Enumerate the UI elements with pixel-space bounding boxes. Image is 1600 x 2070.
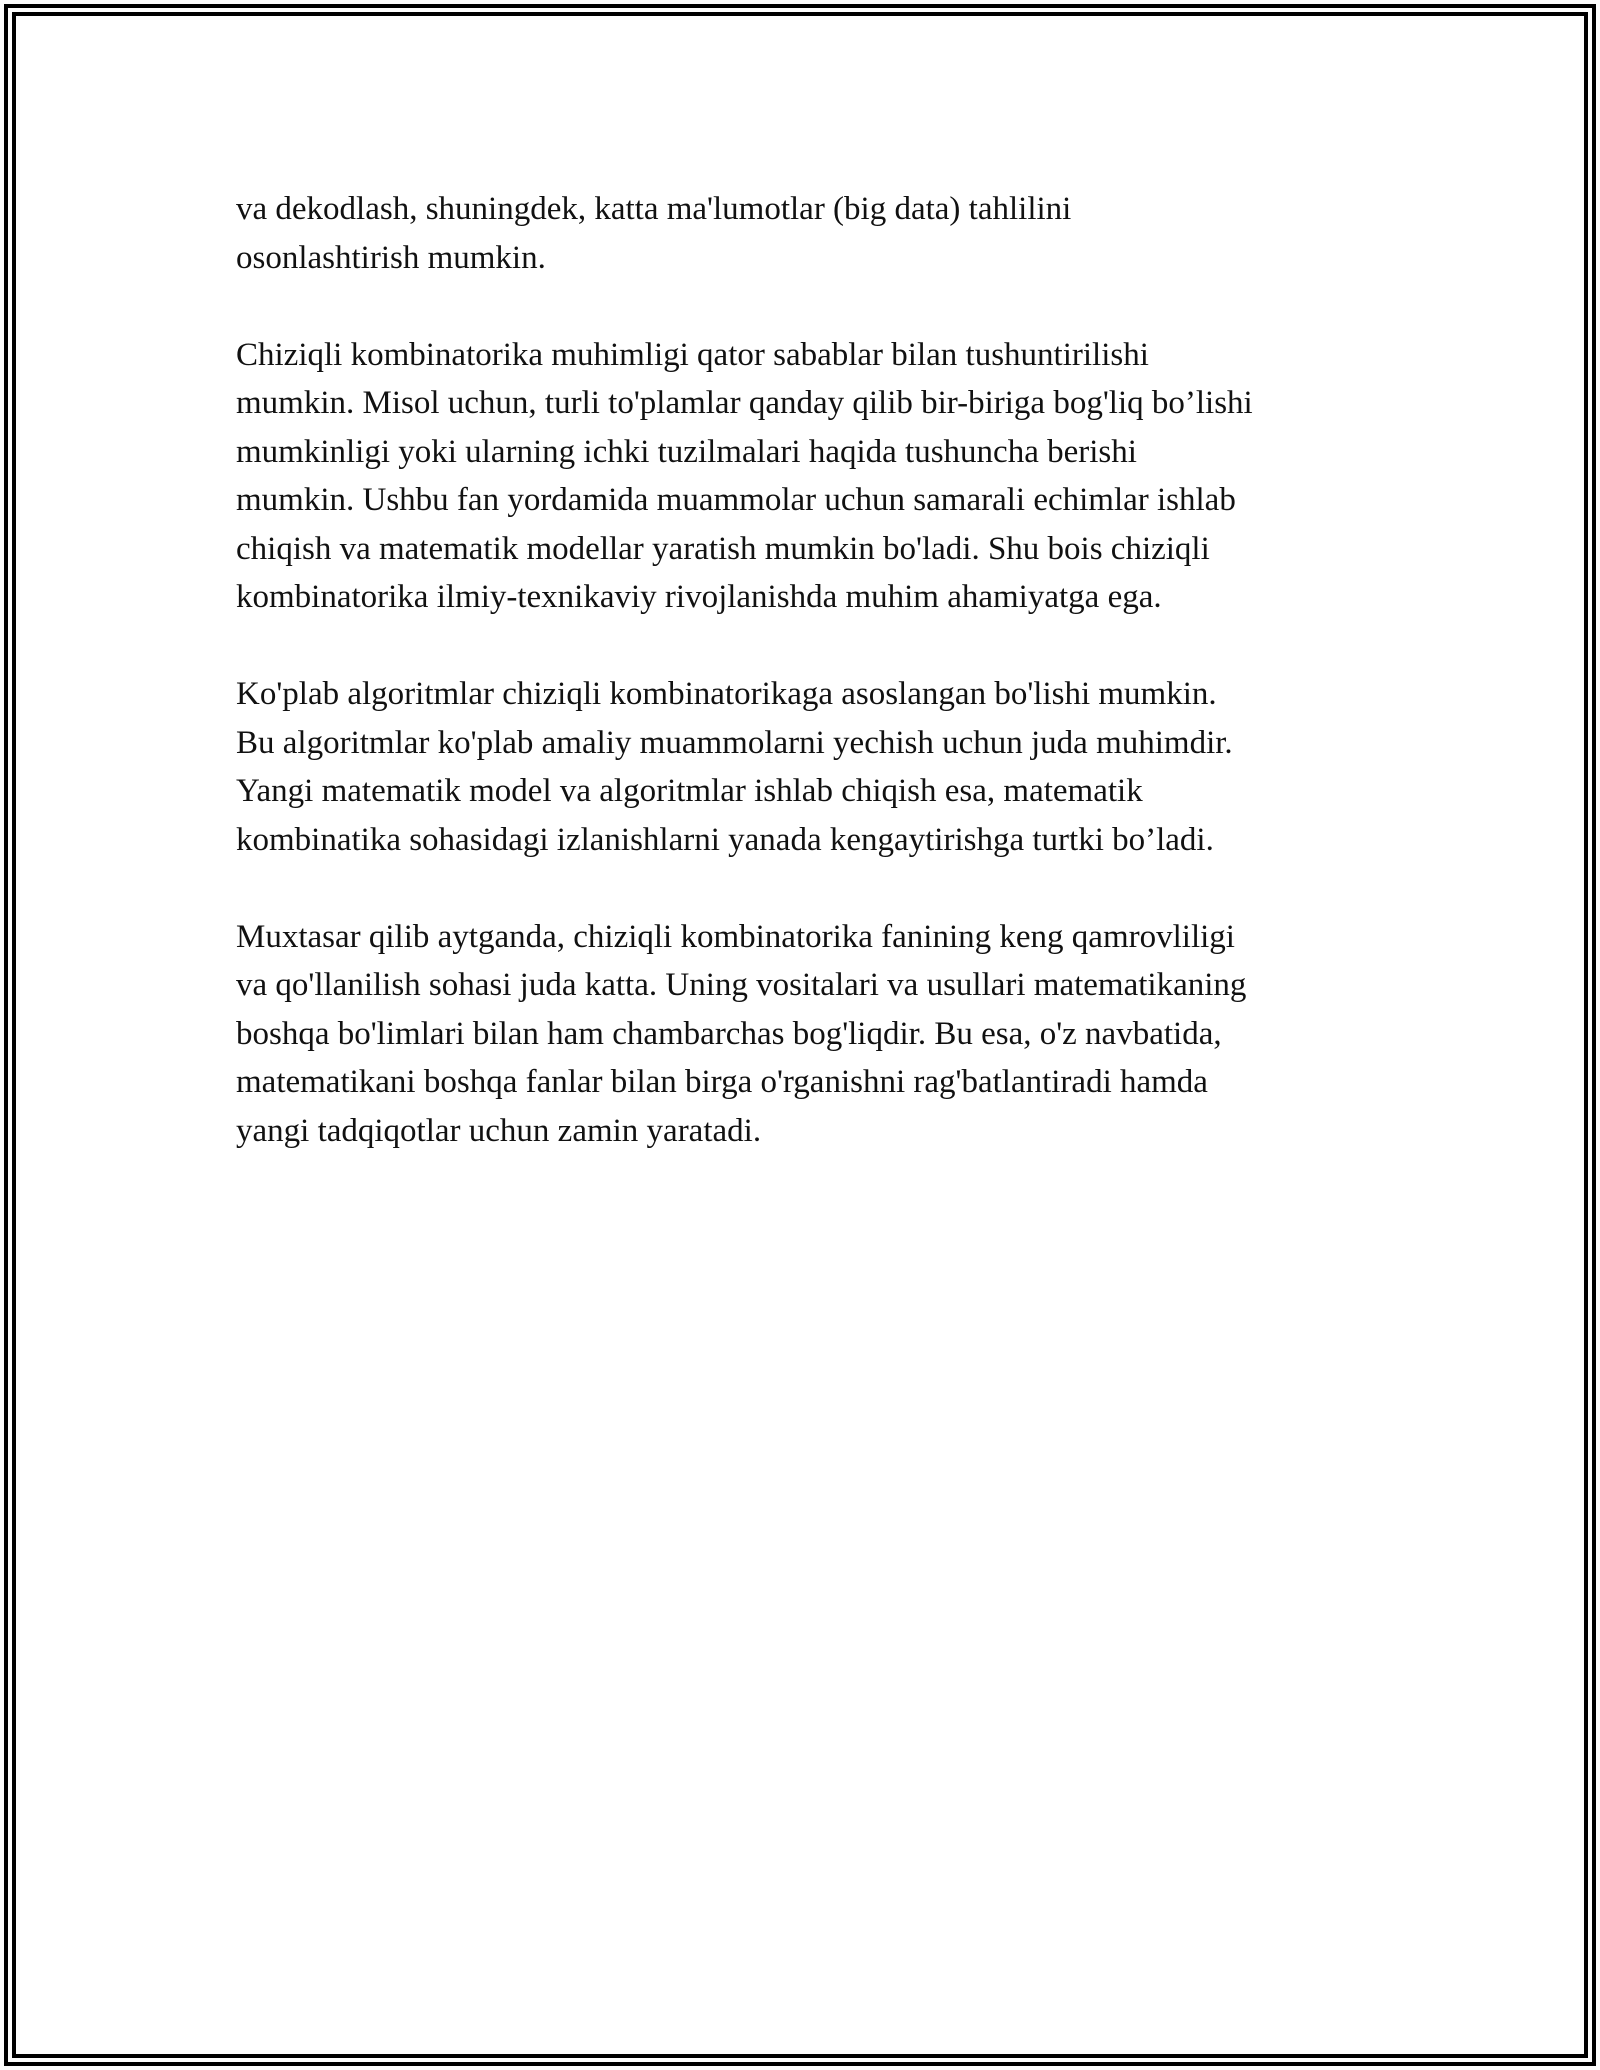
- document-body: [236, 185, 1366, 1204]
- text-line: mumkinligi yoki ularning ichki tuzilmalari haqida tushuncha berishi: [236, 433, 1137, 470]
- text-line: Bu algoritmlar ko'plab amaliy muammolarni yechish uchun juda muhimdir.: [236, 724, 1233, 761]
- text-line: Muxtasar qilib aytganda, chiziqli kombinatorika fanining keng qamrovliligi: [236, 918, 1235, 955]
- text-line: mumkin. Ushbu fan yordamida muammolar uchun samarali echimlar ishlab: [236, 482, 1236, 518]
- text-line: Chiziqli kombinatorika muhimligi qator sabablar bilan tushuntirilishi: [236, 336, 1149, 373]
- paragraph-3: [236, 670, 1366, 864]
- text-line: matematikani boshqa fanlar bilan birga o'rganishni rag'batlantiradi hamda: [236, 1064, 1208, 1100]
- paragraph-4: [236, 913, 1366, 1156]
- text-line: Ko'plab algoritmlar chiziqli kombinatorikaga asoslangan bo'lishi mumkin.: [236, 676, 1217, 712]
- text-line: boshqa bo'limlari bilan ham chambarchas bog'liqdir. Bu esa, o'z navbatida,: [236, 1015, 1222, 1052]
- text-line: kombinatika sohasidagi izlanishlarni yanada kengaytirishga turtki bo’ladi.: [236, 821, 1214, 858]
- text-line: va dekodlash, shuningdek, katta ma'lumotlar (big data) tahlilini: [236, 191, 1072, 227]
- text-line: kombinatorika ilmiy-texnikaviy rivojlanishda muhim ahamiyatga ega.: [236, 579, 1162, 615]
- text-line: chiqish va matematik modellar yaratish mumkin bo'ladi. Shu bois chiziqli: [236, 530, 1210, 567]
- text-line: Yangi matematik model va algoritmlar ishlab chiqish esa, matematik: [236, 773, 1143, 809]
- paragraph-2: [236, 331, 1366, 622]
- text-line: mumkin. Misol uchun, turli to'plamlar qanday qilib bir-biriga bog'liq bo’lishi: [236, 385, 1253, 421]
- text-line: va qo'llanilish sohasi juda katta. Uning vositalari va usullari matematikaning: [236, 967, 1247, 1003]
- text-line: yangi tadqiqotlar uchun zamin yaratadi.: [236, 1112, 762, 1149]
- text-line: osonlashtirish mumkin.: [236, 239, 546, 276]
- paragraph-1: [236, 185, 1366, 282]
